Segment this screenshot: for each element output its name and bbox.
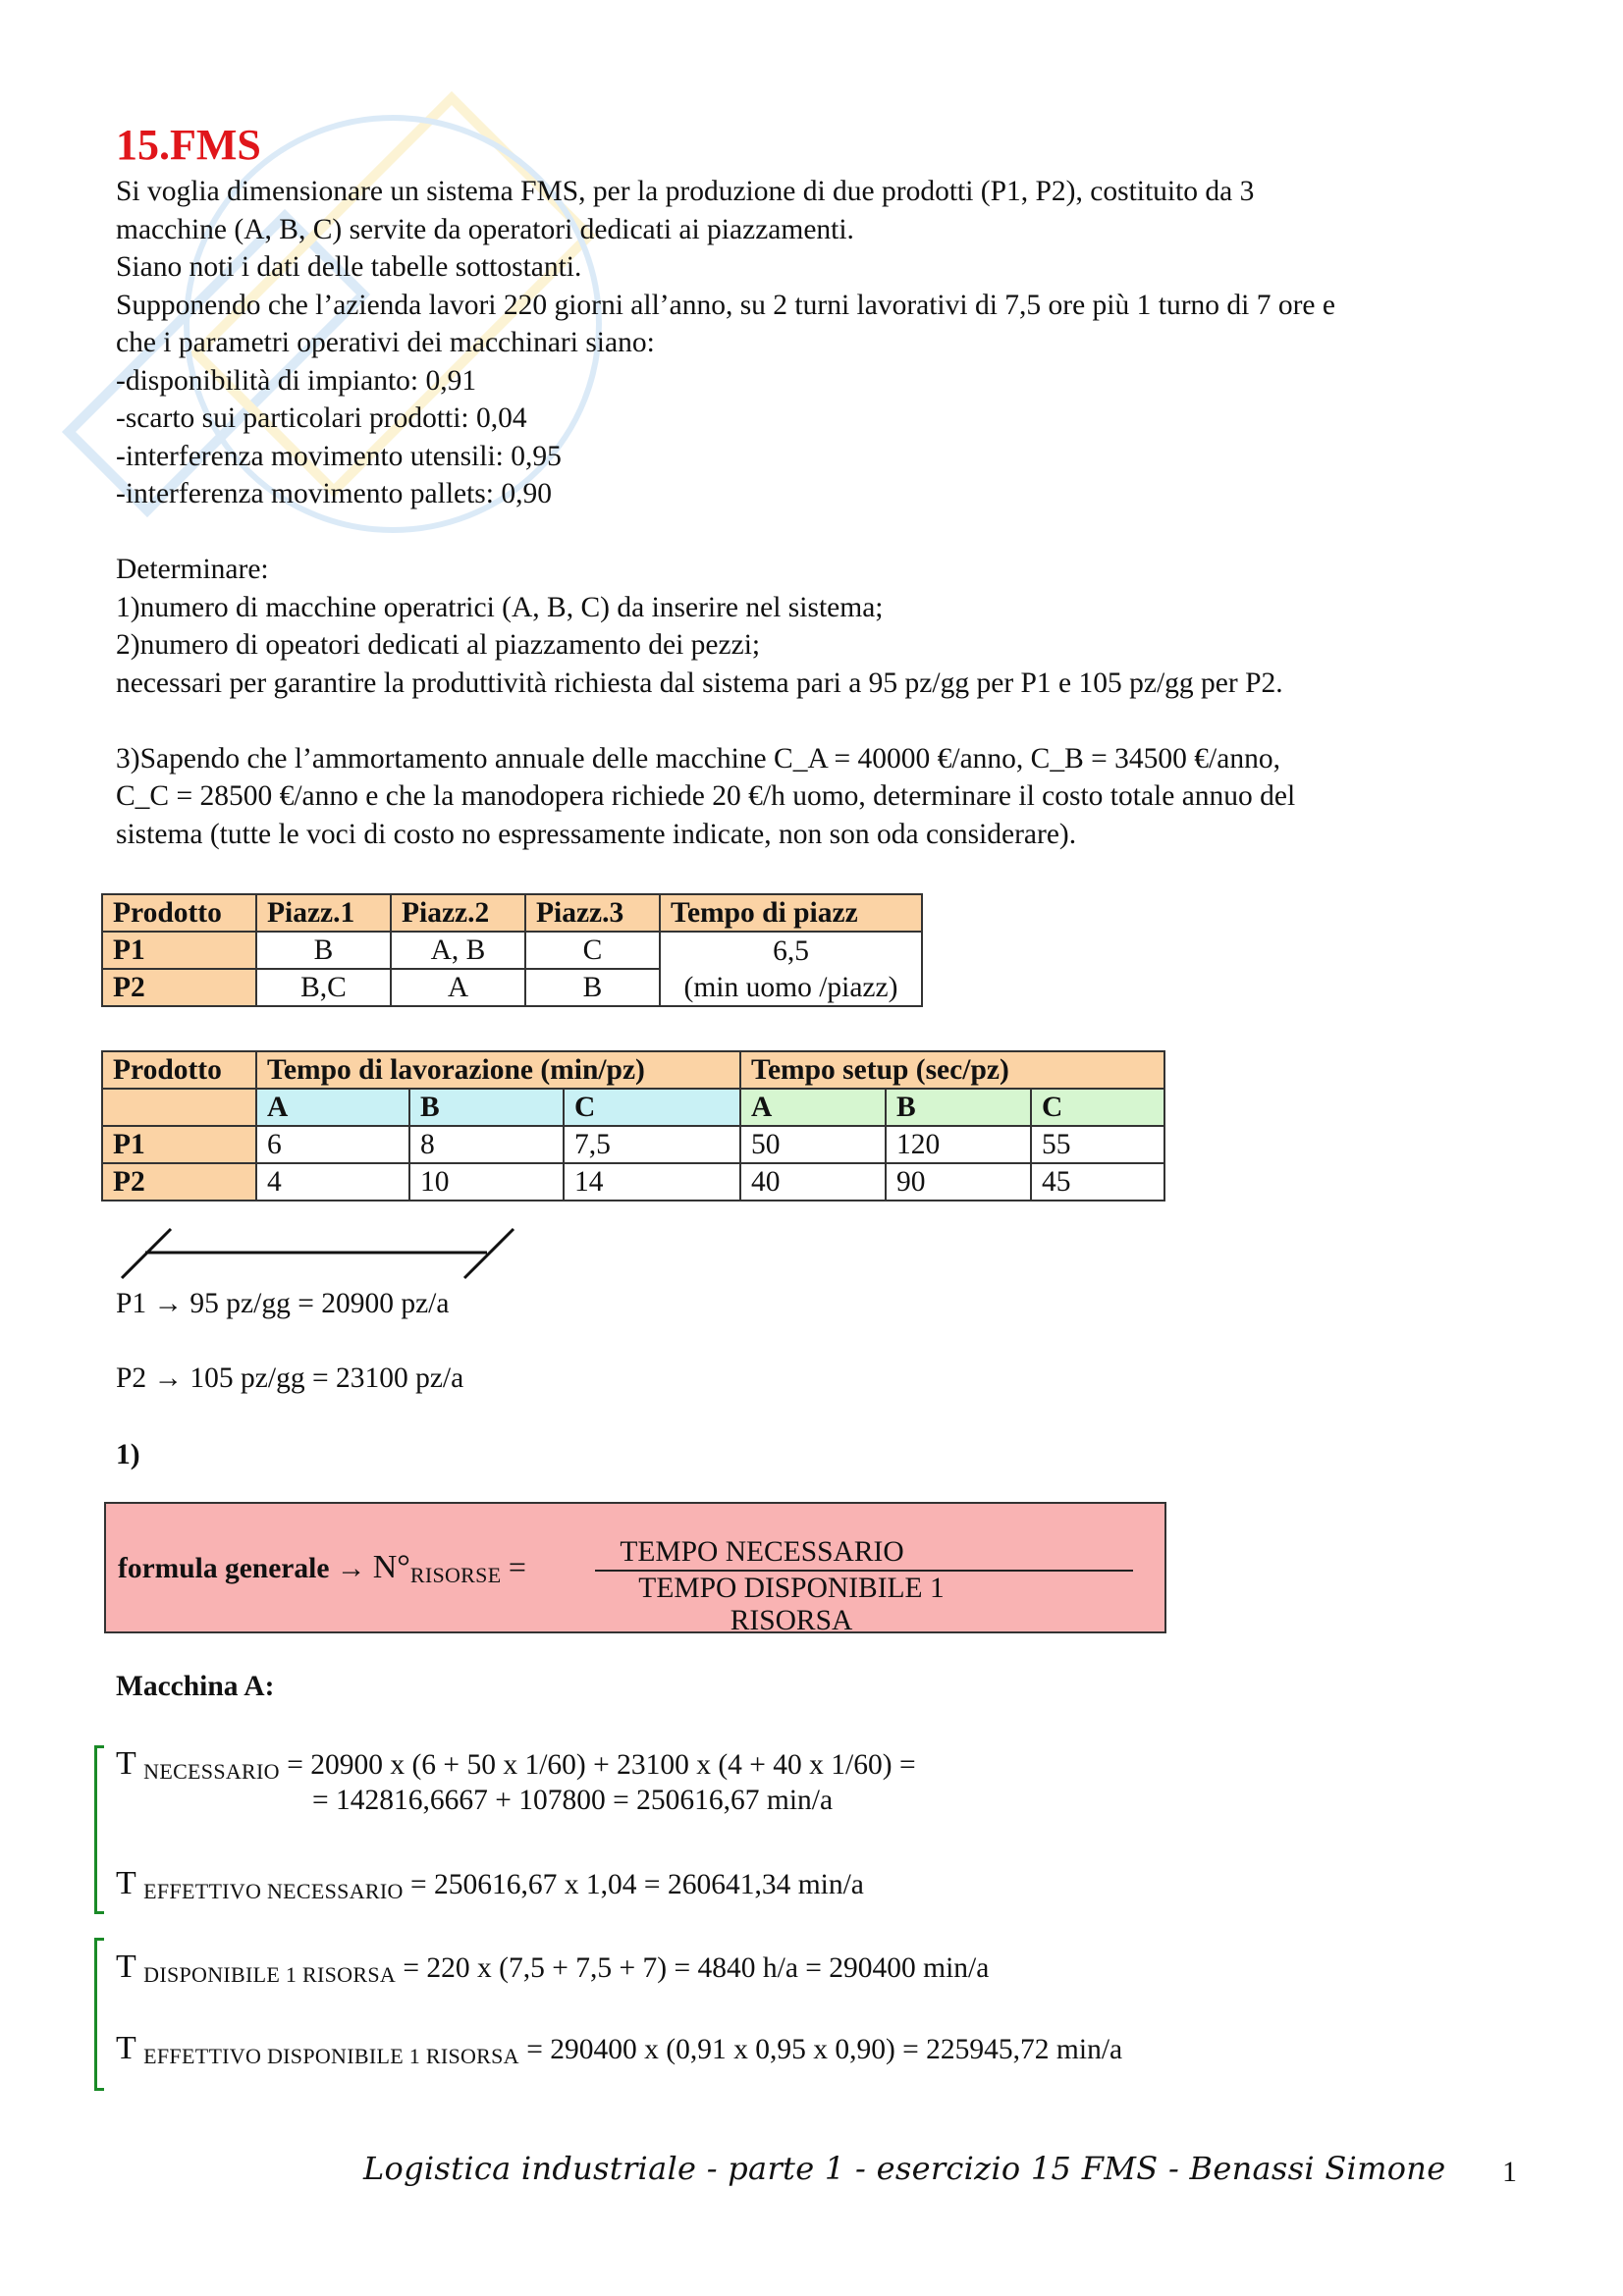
formula-equals: =: [508, 1549, 526, 1584]
t-symbol: T: [116, 2030, 136, 2066]
calc-effettivo-disponibile: [116, 2030, 1122, 2069]
table-subheader-cell: A: [740, 1089, 886, 1126]
table-cell: P2: [102, 969, 256, 1006]
table-cell: 50: [740, 1126, 886, 1163]
table-cell: 7,5: [564, 1126, 740, 1163]
production-p1: P1 → 95 pz/gg = 20900 pz/a: [116, 1288, 450, 1319]
table-cell: B: [256, 932, 391, 969]
table-cell: 14: [564, 1163, 740, 1201]
calc-value: = 290400 x (0,91 x 0,95 x 0,90) = 225945,72 min/a: [518, 2034, 1123, 2065]
task-line: necessari per garantire la produttività richiesta dal sistema pari a 95 pz/gg per P1 e 105 pz/gg per P2.: [116, 667, 1283, 699]
calc-necessario-line2: = 142816,6667 + 107800 = 250616,67 min/a: [312, 1785, 834, 1816]
table-header-cell: Prodotto: [102, 1051, 256, 1089]
table-subheader-cell: C: [564, 1089, 740, 1126]
calc-value: = 250616,67 x 1,04 = 260641,34 min/a: [403, 1869, 864, 1900]
table-row: [102, 969, 922, 1006]
table-subheader-cell: C: [1031, 1089, 1164, 1126]
intro-line: Supponendo che l’azienda lavori 220 giorni all’anno, su 2 turni lavorativi di 7,5 ore più 1 turno di 7 ore e: [116, 289, 1335, 321]
calc-effettivo-necessario: [116, 1865, 864, 1904]
production-p2: P2 → 105 pz/gg = 23100 pz/a: [116, 1362, 464, 1394]
table-header-row: [102, 1051, 1164, 1089]
table-cell: (min uomo /piazz): [660, 969, 922, 1006]
intro-line: Si voglia dimensionare un sistema FMS, per la produzione di due prodotti (P1, P2), costituito da 3: [116, 176, 1255, 207]
table-header-cell: Tempo di piazz: [660, 894, 922, 932]
table-subheader-cell: A: [256, 1089, 409, 1126]
intro-line: -interferenza movimento utensili: 0,95: [116, 440, 562, 472]
t-symbol: T: [116, 1745, 136, 1782]
page-number: 1: [1502, 2156, 1517, 2188]
table-cell: 55: [1031, 1126, 1164, 1163]
table-cell: [102, 1089, 256, 1126]
table-cell: B,C: [256, 969, 391, 1006]
task3-line: 3)Sapendo che l’ammortamento annuale delle macchine C_A = 40000 €/anno, C_B = 34500 €/anno,: [116, 742, 1280, 774]
calc-necessario: [116, 1745, 916, 1785]
task3-line: sistema (tutte le voci di costo no espressamente indicate, non son oda considerare).: [116, 818, 1077, 850]
table-cell: 8: [409, 1126, 564, 1163]
table-cell: 6: [256, 1126, 409, 1163]
tempi-table: [101, 1050, 1165, 1201]
table-cell: 45: [1031, 1163, 1164, 1201]
t-symbol: T: [116, 1949, 136, 1985]
t-subscript: DISPONIBILE 1 RISORSA: [143, 1962, 397, 1987]
table-row: [102, 1163, 1164, 1201]
table-header-cell: Piazz.3: [525, 894, 660, 932]
calc-disponibile: [116, 1949, 989, 1988]
table-cell: 40: [740, 1163, 886, 1201]
table-cell: 90: [886, 1163, 1031, 1201]
table-header-cell: Prodotto: [102, 894, 256, 932]
task-line: 2)numero di opeatori dedicati al piazzamento dei pezzi;: [116, 629, 761, 661]
formula-label: formula generale →: [118, 1553, 366, 1584]
table-cell: 4: [256, 1163, 409, 1201]
t-subscript: EFFETTIVO NECESSARIO: [143, 1879, 404, 1903]
formula-numerator: TEMPO NECESSARIO: [620, 1536, 904, 1568]
table-header-row: [102, 894, 922, 932]
table-cell: C: [525, 932, 660, 969]
calc-value: = 220 x (7,5 + 7,5 + 7) = 4840 h/a = 290400 min/a: [396, 1952, 990, 1984]
table-header-cell: Tempo di lavorazione (min/pz): [256, 1051, 740, 1089]
bracket-disponibile: [94, 1938, 104, 2091]
page-footer: Logistica industriale - parte 1 - esercizio 15 FMS - Benassi Simone: [363, 2150, 1446, 2187]
intro-line: macchine (A, B, C) servite da operatori dedicati ai piazzamenti.: [116, 213, 854, 245]
intro-line: -scarto sui particolari prodotti: 0,04: [116, 402, 527, 434]
task-line: 1)numero di macchine operatrici (A, B, C) da inserire nel sistema;: [116, 591, 884, 623]
table-cell: P1: [102, 932, 256, 969]
section-1-label: 1): [116, 1439, 140, 1470]
formula-label-row: [118, 1549, 526, 1588]
formula-box: [104, 1502, 1166, 1636]
table-cell: 120: [886, 1126, 1031, 1163]
table-cell: 6,5: [660, 932, 922, 969]
fraction-bar: [595, 1570, 1133, 1572]
calc-value: = 20900 x (6 + 50 x 1/60) + 23100 x (4 + 40 x 1/60) =: [279, 1749, 916, 1781]
table-header-cell: Tempo setup (sec/pz): [740, 1051, 1164, 1089]
formula-n: N°: [372, 1549, 410, 1585]
intro-line: -interferenza movimento pallets: 0,90: [116, 478, 552, 509]
intro-line: -disponibilità di impianto: 0,91: [116, 364, 477, 397]
task3-line: C_C = 28500 €/anno e che la manodopera richiede 20 €/h uomo, determinare il costo totale annuo del: [116, 780, 1296, 812]
t-subscript: NECESSARIO: [143, 1759, 280, 1784]
problem-statement: [116, 173, 1335, 853]
bracket-necessario: [94, 1745, 104, 1914]
table-row: [102, 1126, 1164, 1163]
table-subheader-row: [102, 1089, 1164, 1126]
table-subheader-cell: B: [886, 1089, 1031, 1126]
task-line: Determinare:: [116, 554, 269, 585]
formula-denominator: TEMPO DISPONIBILE 1 RISORSA: [638, 1573, 945, 1636]
table-cell: 10: [409, 1163, 564, 1201]
exercise-title: 15.FMS: [116, 121, 261, 169]
table-header-cell: Piazz.1: [256, 894, 391, 932]
table-cell: P1: [102, 1126, 256, 1163]
intro-line: che i parametri operativi dei macchinari siano:: [116, 327, 655, 358]
intro-line: Siano noti i dati delle tabelle sottostanti.: [116, 251, 582, 283]
table-cell: A: [391, 969, 525, 1006]
table-header-cell: Piazz.2: [391, 894, 525, 932]
table-row: [102, 932, 922, 969]
table-cell: B: [525, 969, 660, 1006]
macchina-a-heading: Macchina A:: [116, 1671, 275, 1702]
divider-line: [116, 1227, 528, 1286]
t-subscript: EFFETTIVO DISPONIBILE 1 RISORSA: [143, 2044, 519, 2068]
table-cell: A, B: [391, 932, 525, 969]
table-cell: P2: [102, 1163, 256, 1201]
table-subheader-cell: B: [409, 1089, 564, 1126]
t-symbol: T: [116, 1865, 136, 1901]
piazzamenti-table: [101, 893, 923, 1007]
formula-n-subscript: RISORSE: [409, 1563, 502, 1587]
